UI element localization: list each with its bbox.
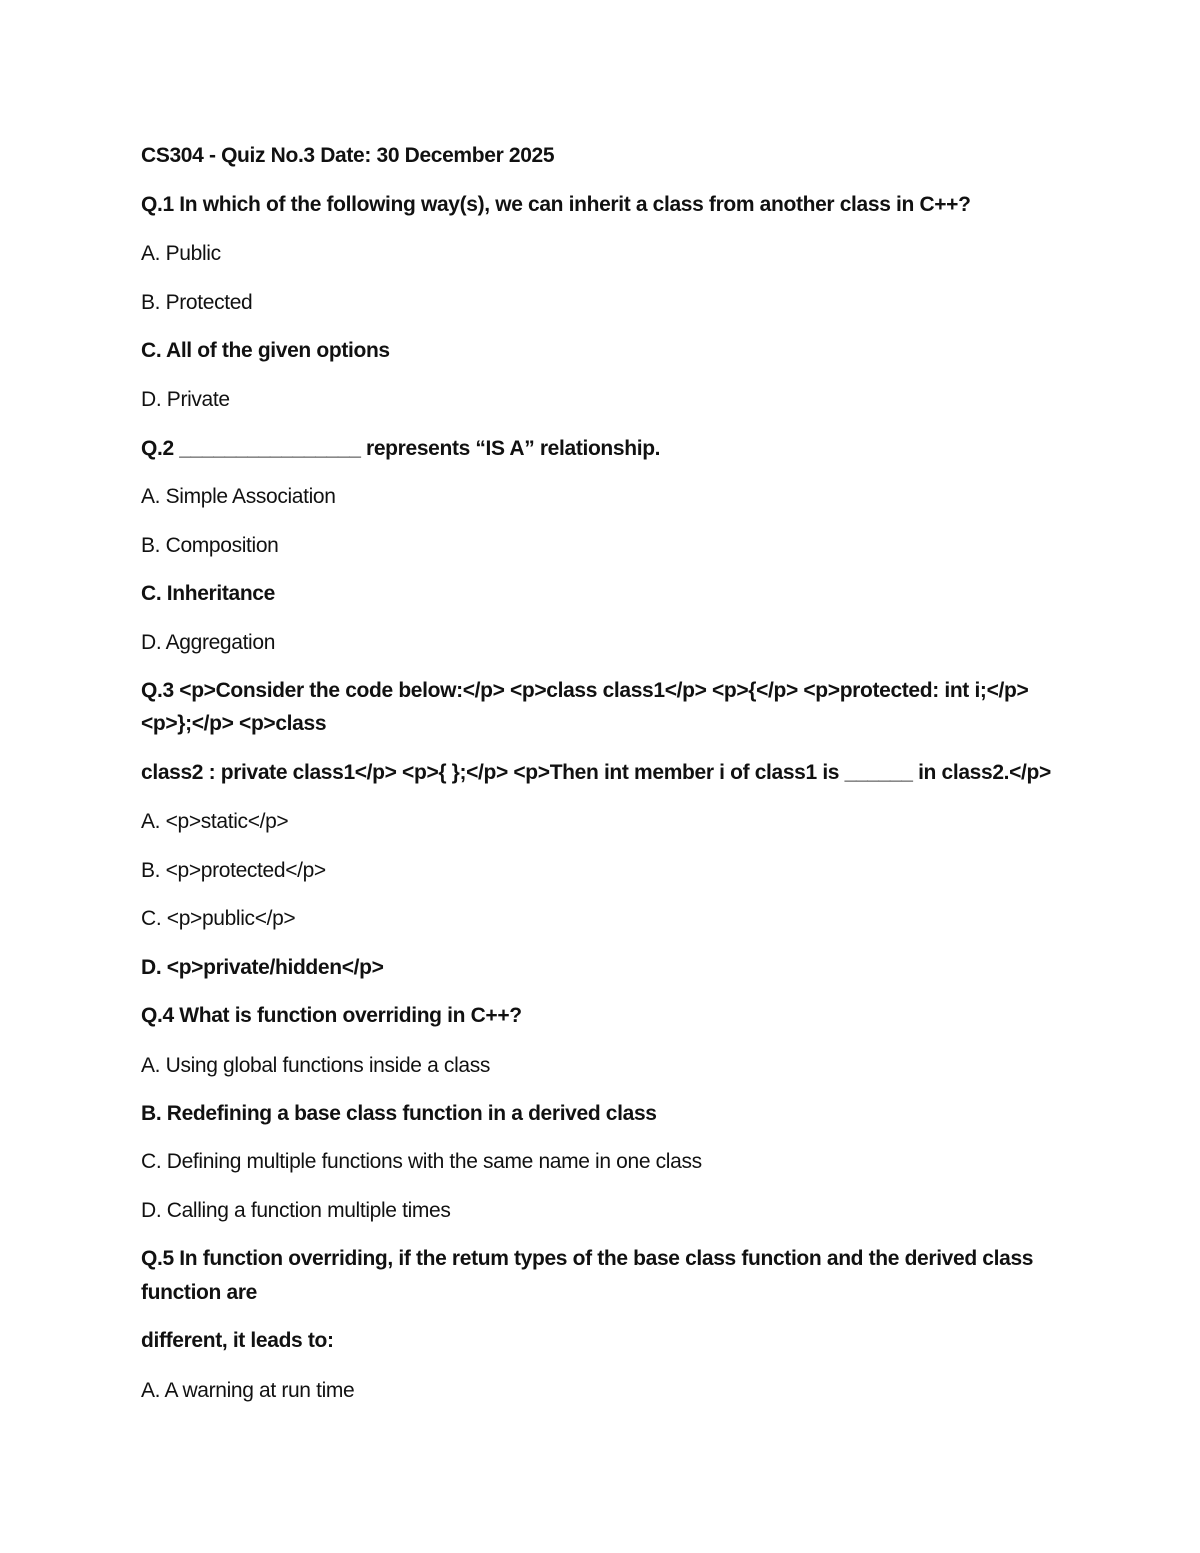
- q5-question-line-1: Q.5 In function overriding, if the retum types of the base class function and the derived class: [141, 1247, 1034, 1270]
- q2-question: Q.2 ________________ represents “IS A” relationship.: [141, 437, 661, 460]
- q5-option-a: A. A warning at run time: [141, 1379, 355, 1402]
- q1-option-b: B. Protected: [141, 291, 253, 314]
- q2-option-d: D. Aggregation: [141, 631, 276, 654]
- q4-question: Q.4 What is function overriding in C++?: [141, 1004, 522, 1027]
- q2-option-a: A. Simple Association: [141, 485, 336, 508]
- q3-option-a: A. <p>static</p>: [141, 810, 289, 833]
- q3-option-b: B. <p>protected</p>: [141, 859, 326, 882]
- q1-option-c-correct: C. All of the given options: [141, 339, 390, 362]
- quiz-header: CS304 - Quiz No.3 Date: 30 December 2025: [141, 144, 555, 167]
- q4-option-b-correct: B. Redefining a base class function in a derived class: [141, 1102, 657, 1125]
- q3-option-c: C. <p>public</p>: [141, 907, 296, 930]
- q3-option-d-correct: D. <p>private/hidden</p>: [141, 956, 384, 979]
- q1-option-d: D. Private: [141, 388, 230, 411]
- q1-option-a: A. Public: [141, 242, 221, 265]
- q5-question-line-2: function are: [141, 1281, 257, 1304]
- q2-option-c-correct: C. Inheritance: [141, 582, 275, 605]
- q4-option-d: D. Calling a function multiple times: [141, 1199, 451, 1222]
- q4-option-c: C. Defining multiple functions with the same name in one class: [141, 1150, 702, 1173]
- q2-option-b: B. Composition: [141, 534, 279, 557]
- q5-question-line-3: different, it leads to:: [141, 1329, 334, 1352]
- q3-question-line-1: Q.3 <p>Consider the code below:</p> <p>class class1</p> <p>{</p> <p>protected: int i;</p>: [141, 679, 1029, 702]
- q1-question: Q.1 In which of the following way(s), we can inherit a class from another class in C++?: [141, 193, 971, 216]
- q3-question-line-2: <p>};</p> <p>class: [141, 712, 327, 735]
- q3-question-line-3: class2 : private class1</p> <p>{ };</p> <p>Then int member i of class1 is ______ in class2.</p>: [141, 761, 1051, 784]
- q4-option-a: A. Using global functions inside a class: [141, 1054, 491, 1077]
